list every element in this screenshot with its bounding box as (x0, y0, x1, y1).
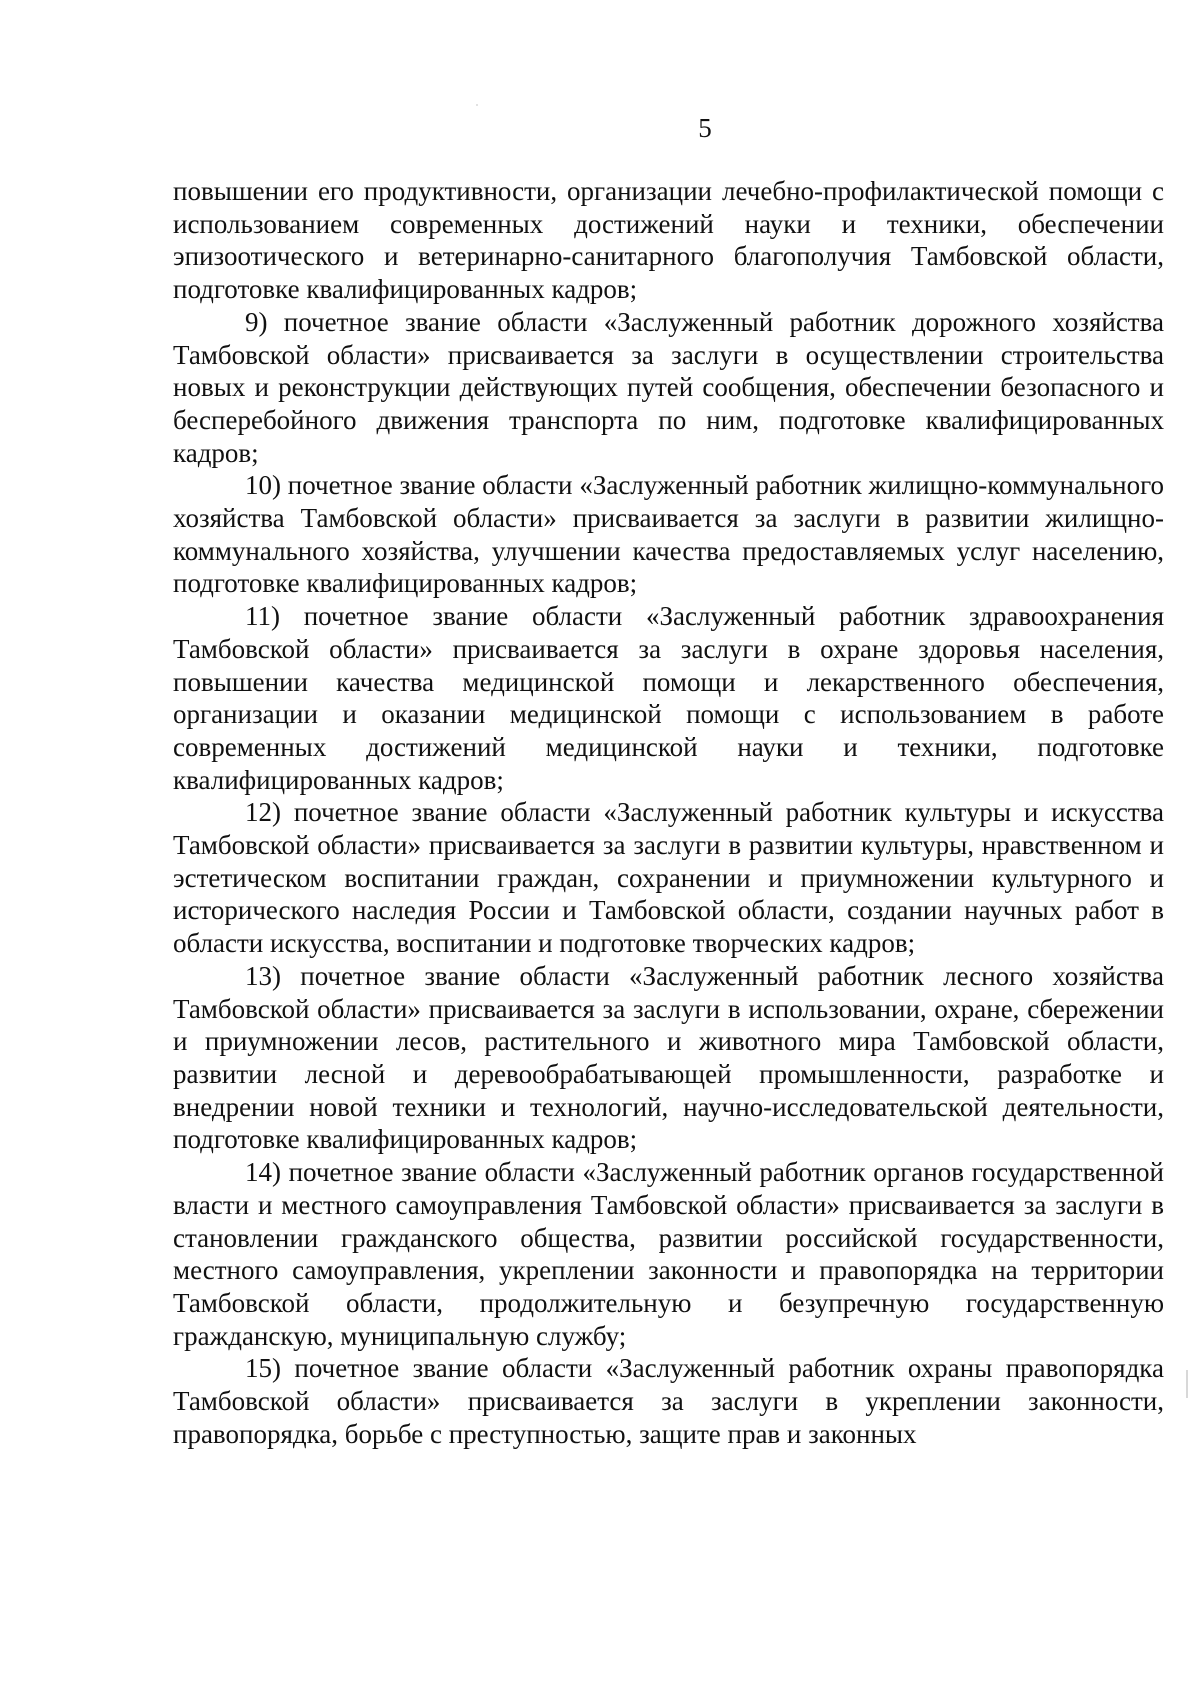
paragraph-continuation: повышении его продуктивности, организации лечебно-профилактической помощи с использованием современных достижений науки и техники, обеспечении эпизоотического и ветеринарно-санитарного благополучия Тамбовской области, подготовке квалифицированных кадров; (173, 176, 1164, 305)
paragraph-item-9: 9) почетное звание области «Заслуженный работник дорожного хозяйства Тамбовской области» присваивается за заслуги в осуществлении строительства новых и реконструкции действующих путей сообщения, обеспечении безопасного и бесперебойного движения транспорта по ним, подготовке квалифицированных кадров; (173, 306, 1164, 468)
page-number: 5 (698, 113, 712, 143)
paragraph-item-14: 14) почетное звание области «Заслуженный работник органов государственной власти и местного самоуправления Тамбовской области» присваивается за заслуги в становлении гражданского общества, развитии российской государственности, местного самоуправления, укреплении законности и правопорядка на территории Тамбовской области, продолжительную и безупречную государственную гражданскую, муниципальную службу; (173, 1157, 1164, 1351)
paragraph-item-11: 11) почетное звание области «Заслуженный работник здравоохранения Тамбовской области» присваивается за заслуги в охране здоровья населения, повышении качества медицинской помощи и лекарственного обеспечения, организации и оказании медицинской помощи с использованием в работе современных достижений медицинской науки и техники, подготовке квалифицированных кадров; (173, 601, 1164, 795)
paragraph-item-15: 15) почетное звание области «Заслуженный работник охраны правопорядка Тамбовской области» присваивается за заслуги в укреплении законности, правопорядка, борьбе с преступностью, защите прав и законных (173, 1353, 1164, 1449)
scan-edge-mark (1186, 1370, 1188, 1398)
document-body (173, 175, 1164, 1450)
scan-speck (476, 104, 478, 106)
paragraph-item-12: 12) почетное звание области «Заслуженный работник культуры и искусства Тамбовской области» присваивается за заслуги в развитии культуры, нравственном и эстетическом воспитании граждан, сохранении и приумножении культурного и исторического наследия России и Тамбовской области, создании научных работ в области искусства, воспитании и подготовке творческих кадров; (173, 797, 1164, 959)
paragraph-item-13: 13) почетное звание области «Заслуженный работник лесного хозяйства Тамбовской области» присваивается за заслуги в использовании, охране, сбережении и приумножении лесов, растительного и животного мира Тамбовской области, развитии лесной и деревообрабатывающей промышленности, разработке и внедрении новой техники и технологий, научно-исследовательской деятельности, подготовке квалифицированных кадров; (173, 960, 1164, 1155)
paragraph-item-10: 10) почетное звание области «Заслуженный работник жилищно-коммунального хозяйства Тамбовской области» присваивается за заслуги в развитии жилищно-коммунального хозяйства, улучшении качества предоставляемых услуг населению, подготовке квалифицированных кадров; (173, 470, 1164, 599)
